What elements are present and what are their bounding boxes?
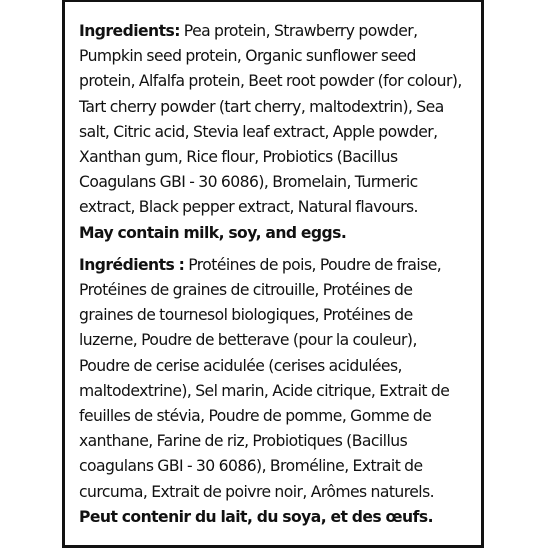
ingredients-english-text: Pea protein, Strawberry powder, Pumpkin seed protein, Organic sunflower seed protein, Alfalfa protein, Beet root powder (for colour), Tart cherry powder (tart cherry, maltodextrin), Sea salt, Citric acid, Stevia leaf extract, Apple powder, Xanthan gum, Rice flour, Probiotics (Bacillus Coagulans GBI - 30 6086), Bromelain, Turmeric extract, Black pepper extract, Natural flavours. bbox=[79, 22, 462, 217]
ingredients-english bbox=[79, 19, 470, 246]
allergen-warning-english: May contain milk, soy, and eggs. bbox=[79, 223, 347, 242]
ingredients-french-text: Protéines de pois, Poudre de fraise, Protéines de graines de citrouille, Protéines de graines de tournesol biologiques, Protéines de luzerne, Poudre de betterave (pour la couleur), Poudre de cerise acidulée (cerises acidulées, maltodextrine), Sel marin, Acide citrique, Extrait de feuilles de stévia, Poudre de pomme, Gomme de xanthane, Farine de riz, Probiotiques (Bacillus coagulans GBI - 30 6086), Broméline, Extrait de curcuma, Extrait de poivre noir, Arômes naturels. bbox=[79, 255, 450, 501]
ingredients-french bbox=[79, 253, 470, 530]
allergen-warning-french: Peut contenir du lait, du soya, et des œufs. bbox=[79, 507, 433, 526]
ingredients-english-heading: Ingredients: bbox=[79, 22, 180, 40]
ingredients-label-panel bbox=[62, 0, 484, 548]
ingredients-french-heading: Ingrédients : bbox=[79, 255, 185, 274]
